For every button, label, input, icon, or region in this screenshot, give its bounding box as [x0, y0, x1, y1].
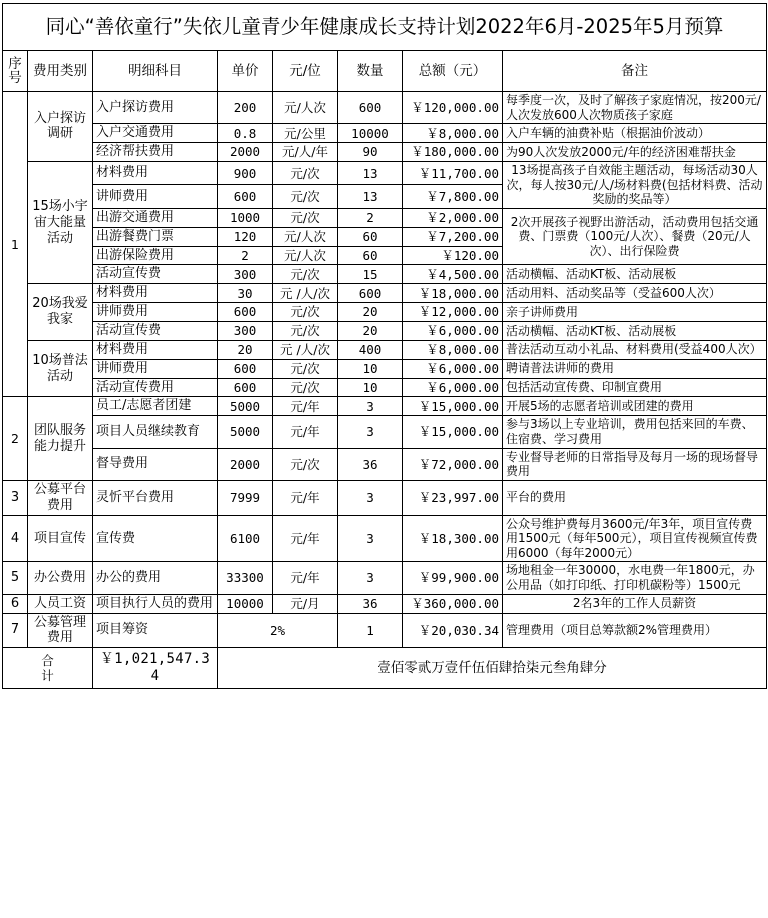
- column-header-category: 费用类别: [28, 51, 93, 92]
- row-note: 活动用料、活动奖品等（受益600人次）: [503, 284, 767, 303]
- row-quantity: 400: [338, 340, 403, 359]
- row-note: 活动横幅、活动KT板、活动展板: [503, 265, 767, 284]
- row-note: 2次开展孩子视野出游活动，活动费用包括交通费、门票费（100元/人次）、餐费（20元/人次）、出行保险费: [503, 208, 767, 265]
- row-quantity: 36: [338, 594, 403, 613]
- row-total: ￥120.00: [403, 246, 503, 265]
- row-seq: 4: [3, 515, 28, 562]
- table-row: [3, 161, 767, 184]
- row-unit: 元/次: [273, 378, 338, 397]
- row-quantity: 60: [338, 227, 403, 246]
- row-total: ￥7,200.00: [403, 227, 503, 246]
- row-quantity: 1: [338, 613, 403, 648]
- row-note: 活动横幅、活动KT板、活动展板: [503, 322, 767, 341]
- row-item: 督导费用: [93, 448, 218, 480]
- row-quantity: 10: [338, 378, 403, 397]
- row-unit: 元/月: [273, 594, 338, 613]
- row-note: 管理费用（项目总筹款额2%管理费用）: [503, 613, 767, 648]
- row-note: 参与3场以上专业培训，费用包括来回的车费、住宿费、学习费用: [503, 416, 767, 448]
- row-quantity: 600: [338, 92, 403, 124]
- row-total: ￥18,000.00: [403, 284, 503, 303]
- row-unit-price: 300: [218, 265, 273, 284]
- row-total: ￥18,300.00: [403, 515, 503, 562]
- row-item: 员工/志愿者团建: [93, 397, 218, 416]
- row-unit-price: 600: [218, 378, 273, 397]
- table-row: [3, 143, 767, 162]
- row-quantity: 600: [338, 284, 403, 303]
- row-total: ￥2,000.00: [403, 208, 503, 227]
- table-row: [3, 480, 767, 515]
- row-unit-price: 120: [218, 227, 273, 246]
- row-quantity: 20: [338, 303, 403, 322]
- row-unit: 元/年: [273, 397, 338, 416]
- row-unit: 元/人次: [273, 92, 338, 124]
- row-unit-price: 1000: [218, 208, 273, 227]
- row-unit-price: 6100: [218, 515, 273, 562]
- column-header-unit-price: 单价: [218, 51, 273, 92]
- row-note: 2名3年的工作人员薪资: [503, 594, 767, 613]
- row-unit: 元/次: [273, 359, 338, 378]
- row-total: ￥15,000.00: [403, 397, 503, 416]
- row-unit-price: 20: [218, 340, 273, 359]
- row-quantity: 3: [338, 562, 403, 594]
- row-unit-price: 600: [218, 185, 273, 208]
- table-row: [3, 92, 767, 124]
- table-row: [3, 322, 767, 341]
- row-unit-price: 5000: [218, 397, 273, 416]
- row-total: ￥8,000.00: [403, 124, 503, 143]
- row-category: 人员工资: [28, 594, 93, 613]
- table-row: [3, 448, 767, 480]
- row-unit: 元/次: [273, 208, 338, 227]
- row-total: ￥99,900.00: [403, 562, 503, 594]
- row-unit-price: 2: [218, 246, 273, 265]
- row-note: 平台的费用: [503, 480, 767, 515]
- row-item: 讲师费用: [93, 303, 218, 322]
- row-unit-price: 300: [218, 322, 273, 341]
- row-seq: 2: [3, 397, 28, 480]
- row-unit-price: 600: [218, 303, 273, 322]
- row-item: 活动宣传费: [93, 322, 218, 341]
- row-note: 公众号维护费每月3600元/年3年，项目宣传费用1500元（每年500元），项目宣传视频宣传费用6000（每年2000元）: [503, 515, 767, 562]
- row-unit-price: 10000: [218, 594, 273, 613]
- row-total: ￥23,997.00: [403, 480, 503, 515]
- row-note: 专业督导老师的日常指导及每月一场的现场督导费用: [503, 448, 767, 480]
- row-item: 活动宣传费: [93, 265, 218, 284]
- table-row: [3, 515, 767, 562]
- row-unit: 元/年: [273, 562, 338, 594]
- row-total: ￥4,500.00: [403, 265, 503, 284]
- row-seq: 6: [3, 594, 28, 613]
- row-unit: 元/人/年: [273, 143, 338, 162]
- column-header-total: 总额（元）: [403, 51, 503, 92]
- row-item: 灵忻平台费用: [93, 480, 218, 515]
- table-header-row: [3, 51, 767, 92]
- page-title: 同心“善依童行”失依儿童青少年健康成长支持计划2022年6月-2025年5月预算: [3, 4, 767, 51]
- row-total: ￥6,000.00: [403, 378, 503, 397]
- row-item: 材料费用: [93, 161, 218, 184]
- row-category: 团队服务能力提升: [28, 397, 93, 480]
- row-item: 入户交通费用: [93, 124, 218, 143]
- row-quantity: 10: [338, 359, 403, 378]
- row-total: ￥20,030.34: [403, 613, 503, 648]
- table-row: [3, 562, 767, 594]
- table-row: [3, 416, 767, 448]
- row-item: 项目执行人员的费用: [93, 594, 218, 613]
- row-total: ￥180,000.00: [403, 143, 503, 162]
- row-unit: 元/次: [273, 303, 338, 322]
- column-header-item: 明细科目: [93, 51, 218, 92]
- row-unit: 元/次: [273, 265, 338, 284]
- row-unit: 元 /人/次: [273, 284, 338, 303]
- row-quantity: 3: [338, 416, 403, 448]
- row-quantity: 13: [338, 161, 403, 184]
- row-total: ￥12,000.00: [403, 303, 503, 322]
- row-item: 项目人员继续教育: [93, 416, 218, 448]
- total-label: 合 计: [3, 648, 93, 689]
- row-item: 材料费用: [93, 284, 218, 303]
- table-row: [3, 284, 767, 303]
- row-item: 出游保险费用: [93, 246, 218, 265]
- budget-table: [2, 3, 767, 689]
- row-category: 公募平台费用: [28, 480, 93, 515]
- row-category: 办公费用: [28, 562, 93, 594]
- row-unit-price: 7999: [218, 480, 273, 515]
- row-item: 活动宣传费用: [93, 378, 218, 397]
- row-category: 20场我爱我家: [28, 284, 93, 341]
- row-item: 项目筹资: [93, 613, 218, 648]
- row-total: ￥15,000.00: [403, 416, 503, 448]
- total-row: [3, 648, 767, 689]
- row-quantity: 3: [338, 480, 403, 515]
- row-item: 办公的费用: [93, 562, 218, 594]
- total-amount: ￥1,021,547.34: [93, 648, 218, 689]
- row-item: 出游交通费用: [93, 208, 218, 227]
- row-seq: 3: [3, 480, 28, 515]
- table-row: [3, 594, 767, 613]
- row-quantity: 2: [338, 208, 403, 227]
- title-row: [3, 4, 767, 51]
- row-unit: 元/次: [273, 322, 338, 341]
- row-unit: 元/次: [273, 185, 338, 208]
- row-category: 入户探访调研: [28, 92, 93, 162]
- row-quantity: 15: [338, 265, 403, 284]
- table-row: [3, 613, 767, 648]
- row-item: 宣传费: [93, 515, 218, 562]
- row-total: ￥360,000.00: [403, 594, 503, 613]
- row-note: 入户车辆的油费补贴（根据油价波动）: [503, 124, 767, 143]
- row-item: 出游餐费门票: [93, 227, 218, 246]
- table-row: [3, 303, 767, 322]
- row-unit-price-merged: 2%: [218, 613, 338, 648]
- row-note: 聘请普法讲师的费用: [503, 359, 767, 378]
- row-quantity: 10000: [338, 124, 403, 143]
- row-quantity: 20: [338, 322, 403, 341]
- row-unit-price: 30: [218, 284, 273, 303]
- row-item: 入户探访费用: [93, 92, 218, 124]
- row-unit: 元/人次: [273, 227, 338, 246]
- row-item: 讲师费用: [93, 359, 218, 378]
- row-total: ￥120,000.00: [403, 92, 503, 124]
- row-unit-price: 200: [218, 92, 273, 124]
- row-note: 每季度一次，及时了解孩子家庭情况，按200元/人次发放600人次物质孩子家庭: [503, 92, 767, 124]
- row-quantity: 3: [338, 397, 403, 416]
- table-row: [3, 397, 767, 416]
- row-unit-price: 900: [218, 161, 273, 184]
- row-total: ￥6,000.00: [403, 359, 503, 378]
- row-unit: 元/人次: [273, 246, 338, 265]
- row-seq: 5: [3, 562, 28, 594]
- row-unit: 元/年: [273, 416, 338, 448]
- row-note: 普法活动互动小礼品、材料费用(受益400人次）: [503, 340, 767, 359]
- table-row: [3, 359, 767, 378]
- row-note: 场地租金一年30000，水电费一年1800元，办公用品（如打印纸、打印机碳粉等）1500元: [503, 562, 767, 594]
- row-unit-price: 2000: [218, 143, 273, 162]
- row-seq: 1: [3, 92, 28, 397]
- row-unit-price: 600: [218, 359, 273, 378]
- table-row: [3, 124, 767, 143]
- row-unit: 元/次: [273, 161, 338, 184]
- table-row: [3, 208, 767, 227]
- row-note: 包括活动宣传费、印制宣费用: [503, 378, 767, 397]
- row-total: ￥11,700.00: [403, 161, 503, 184]
- row-unit-price: 0.8: [218, 124, 273, 143]
- row-item: 经济帮扶费用: [93, 143, 218, 162]
- row-category: 10场普法活动: [28, 340, 93, 397]
- column-header-quantity: 数量: [338, 51, 403, 92]
- row-item: 讲师费用: [93, 185, 218, 208]
- column-header-seq: 序 号: [3, 51, 28, 92]
- row-quantity: 13: [338, 185, 403, 208]
- row-unit-price: 33300: [218, 562, 273, 594]
- row-note: 亲子讲师费用: [503, 303, 767, 322]
- row-seq: 7: [3, 613, 28, 648]
- row-unit: 元/公里: [273, 124, 338, 143]
- row-quantity: 90: [338, 143, 403, 162]
- row-quantity: 3: [338, 515, 403, 562]
- row-unit: 元/年: [273, 480, 338, 515]
- table-row: [3, 265, 767, 284]
- row-category: 公募管理费用: [28, 613, 93, 648]
- row-unit-price: 5000: [218, 416, 273, 448]
- table-row: [3, 340, 767, 359]
- row-total: ￥7,800.00: [403, 185, 503, 208]
- row-note: 13场提高孩子自效能主题活动，每场活动30人次，每人按30元/人/场材料费(包括材料费、活动奖励的奖品等）: [503, 161, 767, 208]
- row-note: 为90人次发放2000元/年的经济困难帮扶金: [503, 143, 767, 162]
- row-quantity: 36: [338, 448, 403, 480]
- row-unit: 元 /人/次: [273, 340, 338, 359]
- row-quantity: 60: [338, 246, 403, 265]
- row-unit: 元/年: [273, 515, 338, 562]
- table-row: [3, 378, 767, 397]
- row-category: 15场小宇宙大能量活动: [28, 161, 93, 283]
- column-header-unit: 元/位: [273, 51, 338, 92]
- row-unit: 元/次: [273, 448, 338, 480]
- row-total: ￥72,000.00: [403, 448, 503, 480]
- row-total: ￥6,000.00: [403, 322, 503, 341]
- row-item: 材料费用: [93, 340, 218, 359]
- row-unit-price: 2000: [218, 448, 273, 480]
- row-total: ￥8,000.00: [403, 340, 503, 359]
- row-category: 项目宣传: [28, 515, 93, 562]
- column-header-note: 备注: [503, 51, 767, 92]
- budget-table-body: [3, 4, 767, 689]
- total-amount-in-words: 壹佰零贰万壹仟伍佰肆拾柒元叁角肆分: [218, 648, 767, 689]
- row-note: 开展5场的志愿者培训或团建的费用: [503, 397, 767, 416]
